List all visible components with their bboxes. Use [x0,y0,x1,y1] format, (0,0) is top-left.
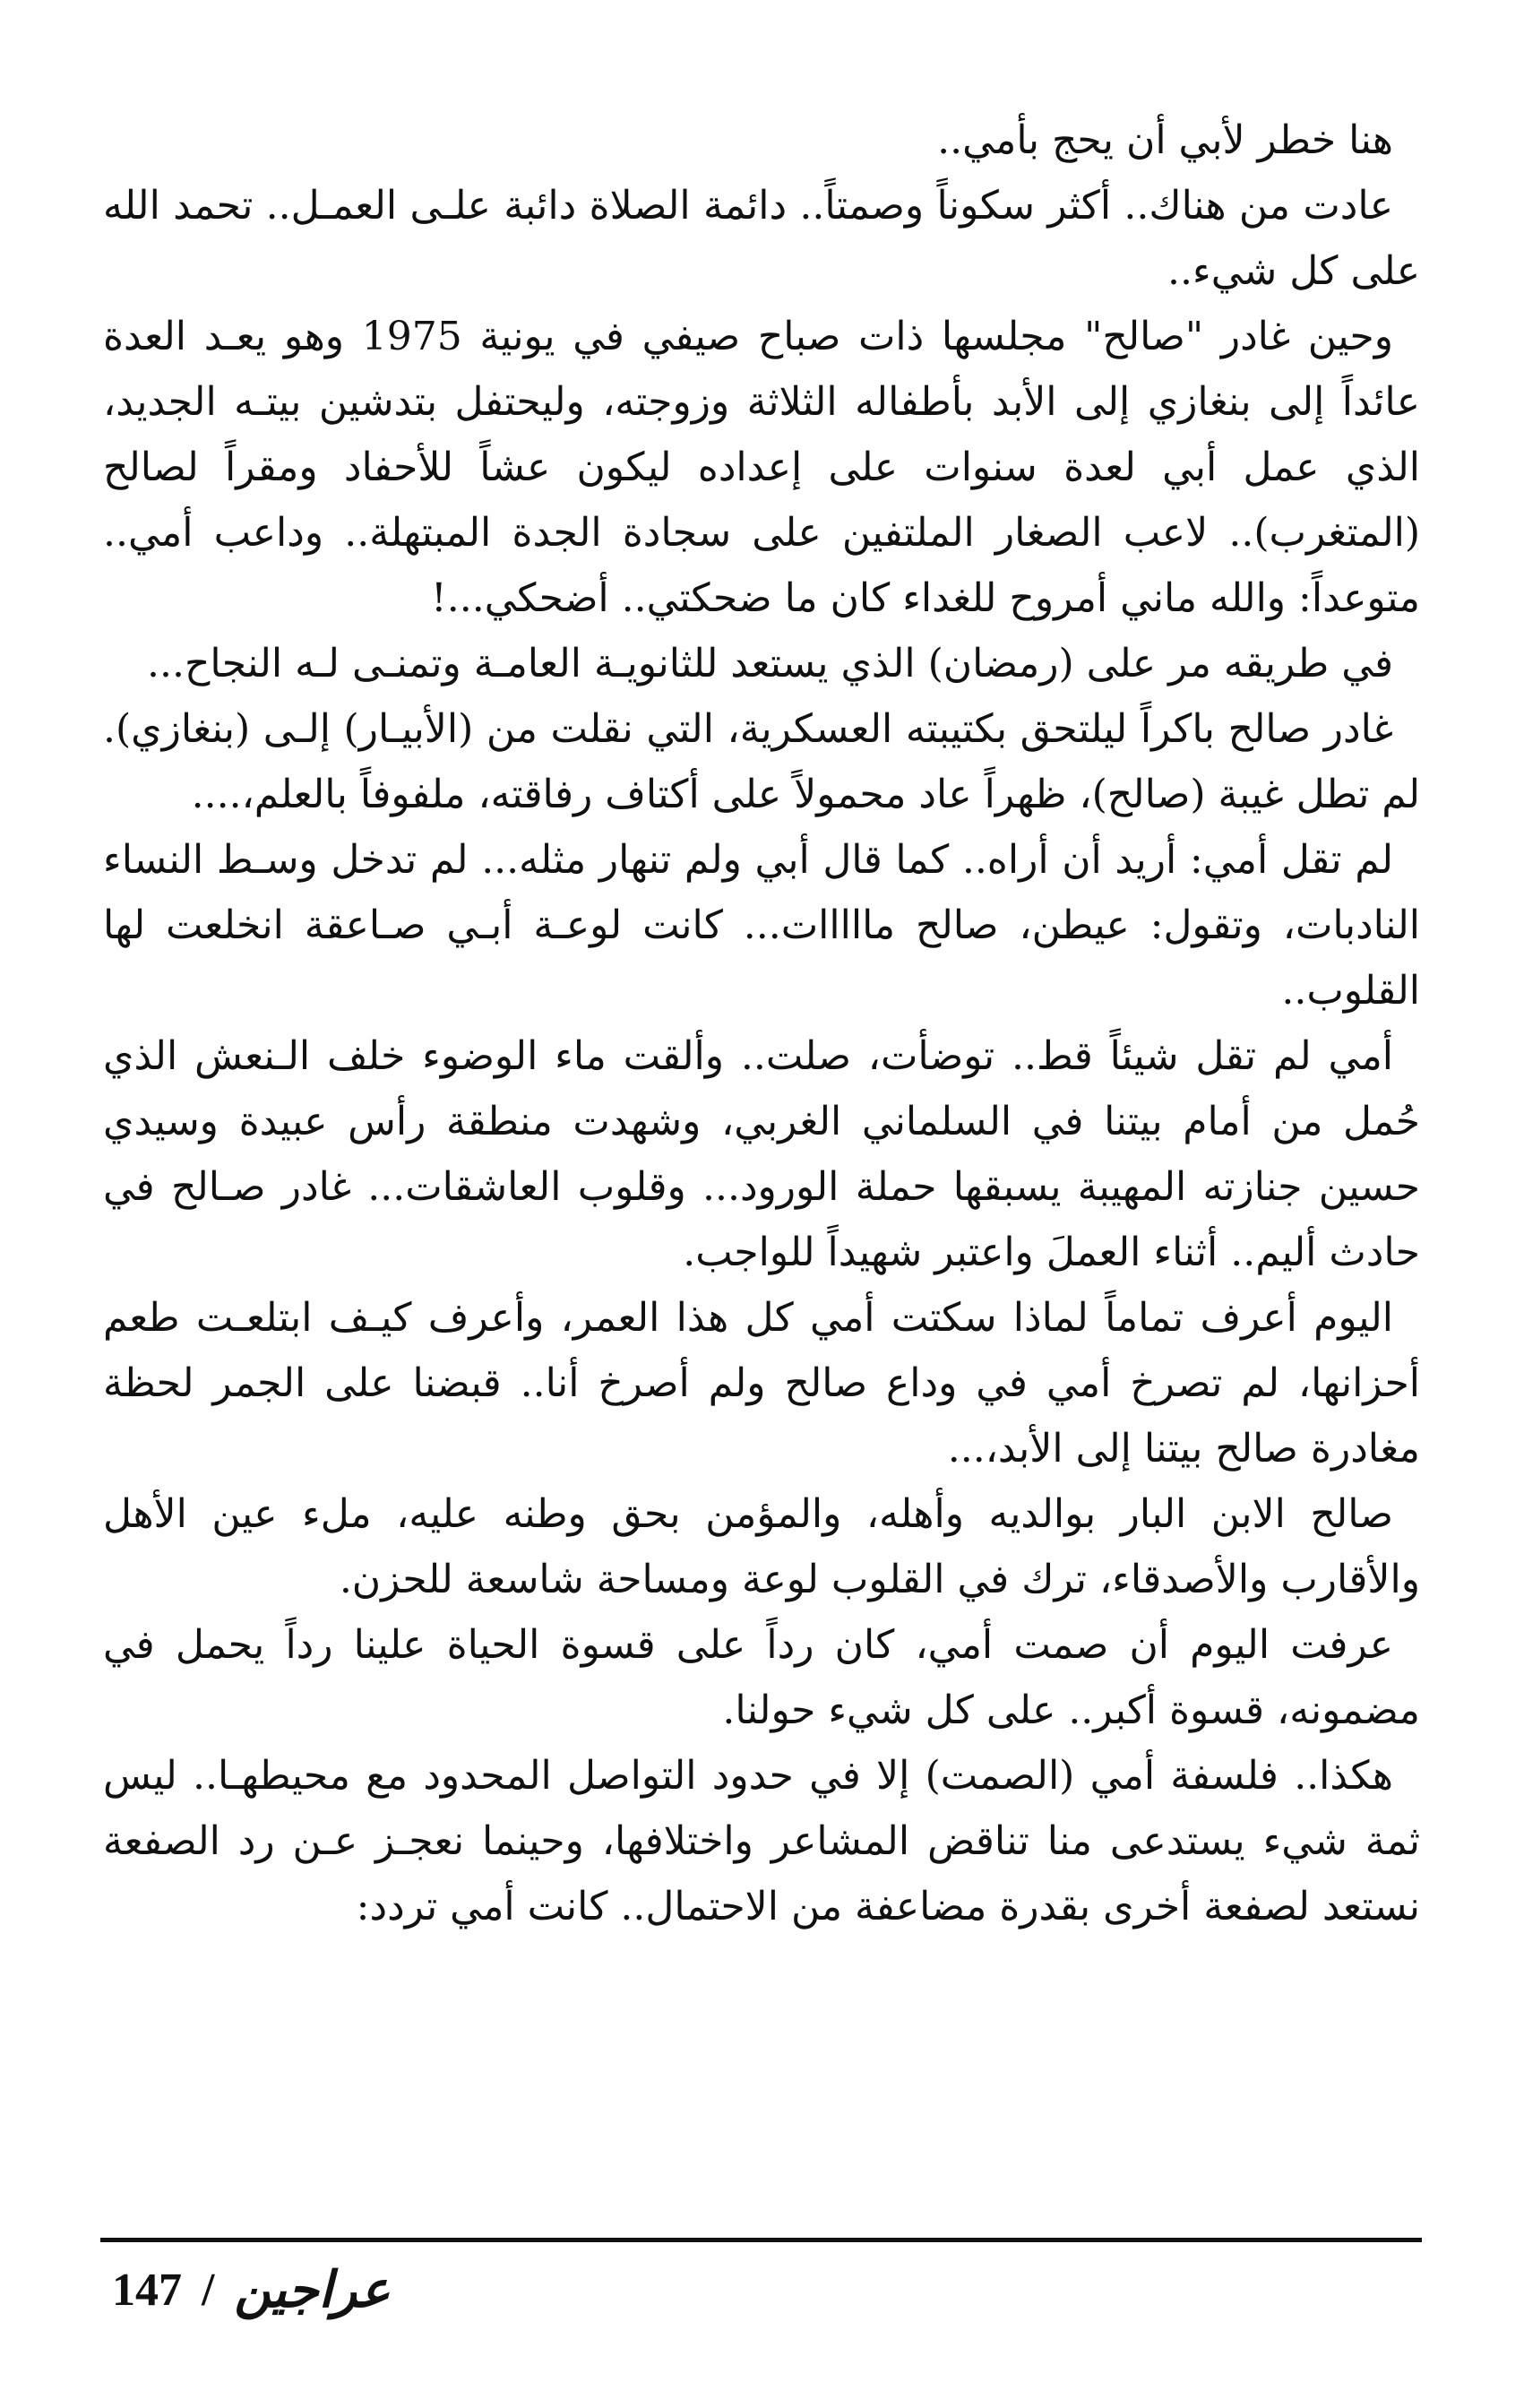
journal-logo: عراجين [234,2262,391,2318]
footer-separator: / [202,2264,215,2316]
page-footer [112,2254,390,2326]
paragraph: غادر صالح باكراً ليلتحق بكتيبته العسكرية، التي نقلت من (الأبيـار) إلـى (بنغازي). لم تطل غيبة (صالح)، ظهراً عاد محمولاً على أكتاف رفاقته، ملفوفاً بالعلم،.... [103,706,1420,817]
paragraph: هكذا.. فلسفة أمي (الصمت) إلا في حدود التواصل المحدود مع محيطهـا.. ليس ثمة شيء يستدعى منا تناقض المشاعر واختلافها، وحينما نعجـز عـن رد الصفعة نستعد لصفعة أخرى بقدرة مضاعفة من الاحتمال.. كانت أمي تردد: [103,1753,1420,1929]
paragraph: أمي لم تقل شيئاً قط.. توضأت، صلت.. وألقت ماء الوضوء خلف الـنعش الذي حُمل من أمام بيتنا في السلماني الغربي، وشهدت منطقة رأس عبيدة وسيدي حسين جنازته المهيبة يسبقها حملة الورود... وقلوب العاشقات... غادر صـالح في حادث أليم.. أثناء العملَ واعتبر شهيداً للواجب. [103,1033,1420,1275]
paragraph: هنا خطر لأبي أن يحج بأمي.. [937,117,1393,163]
page-body [103,108,1420,1939]
paragraph: صالح الابن البار بوالديه وأهله، والمؤمن بحق وطنه عليه، ملء عين الأهل والأقارب والأصدقاء، ترك في القلوب لوعة ومساحة شاسعة للحزن. [103,1491,1420,1602]
paragraph: في طريقه مر على (رمضان) الذي يستعد للثانويـة العامـة وتمنـى لـه النجاح... [147,641,1393,686]
paragraph: لم تقل أمي: أريد أن أراه.. كما قال أبي ولم تنهار مثله... لم تدخل وسـط النساء النادبات، وتقول: عيطن، صالح مااااات... كانت لوعـة أبـي صـاعقة انخلعت لها القلوب.. [103,837,1420,1014]
footer-divider [100,2238,1422,2242]
paragraph: اليوم أعرف تماماً لماذا سكتت أمي كل هذا العمر، وأعرف كيـف ابتلعـت طعم أحزانها، لم تصرخ أمي في وداع صالح ولم أصرخ أنا.. قبضنا على الجمر لحظة مغادرة صالح بيتنا إلى الأبد،... [103,1295,1420,1472]
paragraph: وحين غادر "صالح" مجلسها ذات صباح صيفي في يونية 1975 وهو يعـد العدة عائداً إلى بنغازي إلى الأبد بأطفاله الثلاثة وزوجته، وليحتفل بتدشين بيتـه الجديد، الذي عمل أبي لعدة سنوات على إعداده ليكون عشاً للأحفاد ومقراً لصالح (المتغرب).. لاعب الصغار الملتفين على سجادة الجدة المبتهلة.. وداعب أمي.. متوعداً: والله ماني أمروح للغداء كان ما ضحكتي.. أضحكي...! [103,314,1420,621]
page-number: 147 [112,2264,182,2316]
paragraph: عادت من هناك.. أكثر سكوناً وصمتاً.. دائمة الصلاة دائبة علـى العمـل.. تحمد الله على كل شيء.. [103,183,1420,294]
paragraph: عرفت اليوم أن صمت أمي، كان رداً على قسوة الحياة علينا رداً يحمل في مضمونه، قسوة أكبر.. على كل شيء حولنا. [103,1622,1420,1733]
